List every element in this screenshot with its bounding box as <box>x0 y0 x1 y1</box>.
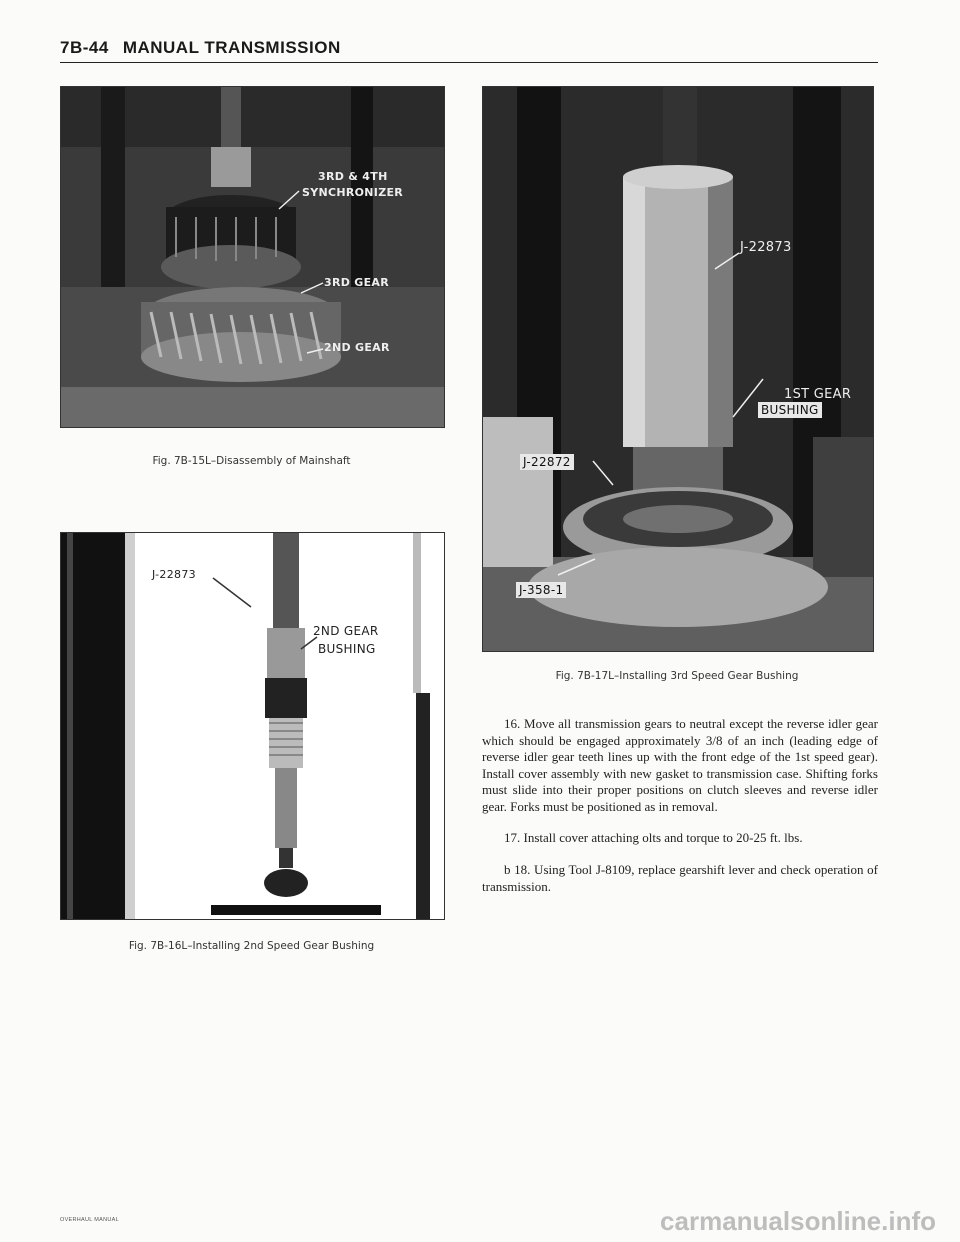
figure-caption: Fig. 7B-15L–Disassembly of Mainshaft <box>152 455 351 467</box>
figure-caption: Fig. 7B-17L–Installing 3rd Speed Gear Bushing <box>555 670 799 682</box>
label-1st-gear: 1ST GEAR <box>784 387 852 402</box>
label-2nd-gear: 2ND GEAR <box>313 624 379 638</box>
label-tool-j22873: J-22873 <box>740 240 792 255</box>
figure-2nd-bushing-photo <box>60 532 445 920</box>
section-number: 7B-44 <box>60 38 109 57</box>
label-tool-j22872: J-22872 <box>520 454 574 470</box>
label-3rd-4th: 3RD & 4TH <box>318 170 388 183</box>
bushing-illustration <box>61 533 444 919</box>
figure-mainshaft-photo <box>60 86 445 428</box>
label-bushing: BUSHING <box>758 402 822 418</box>
section-title: MANUAL TRANSMISSION <box>122 38 341 57</box>
page-header <box>60 38 341 58</box>
site-watermark[interactable]: carmanualsonline.info <box>660 1206 936 1236</box>
label-2nd-gear: 2ND GEAR <box>324 341 390 354</box>
label-bushing: BUSHING <box>318 642 376 656</box>
label-3rd-gear: 3RD GEAR <box>324 276 390 289</box>
press-illustration <box>483 87 873 651</box>
figure-3rd-bushing-photo <box>482 86 874 652</box>
mainshaft-illustration <box>61 87 444 427</box>
label-tool-j22873: J-22873 <box>152 568 196 581</box>
label-tool-j358-1: J-358-1 <box>516 582 566 598</box>
figure-caption: Fig. 7B-16L–Installing 2nd Speed Gear Bushing <box>128 940 375 952</box>
header-rule <box>60 62 878 63</box>
procedure-text <box>482 716 878 907</box>
step-18: b 18. Using Tool J-8109, replace gearshift lever and check operation of transmission. <box>482 862 878 894</box>
step-17: 17. Install cover attaching olts and torque to 20-25 ft. lbs. <box>504 829 803 845</box>
step-16: 16. Move all transmission gears to neutral except the reverse idler gear which should be engaged approximately 3/8 of an inch (leading edge of reverse idler gear teeth lines up with the front edge of the 1st speed gear). Install cover assembly with new gasket to transmission case. Shifting forks must slide into their proper positions on clutch sleeves and reverse idler gear. Forks must be positioned as in removal. <box>482 716 878 814</box>
label-synchronizer: SYNCHRONIZER <box>302 186 404 199</box>
footer-label: OVERHAUL MANUAL <box>60 1217 120 1223</box>
